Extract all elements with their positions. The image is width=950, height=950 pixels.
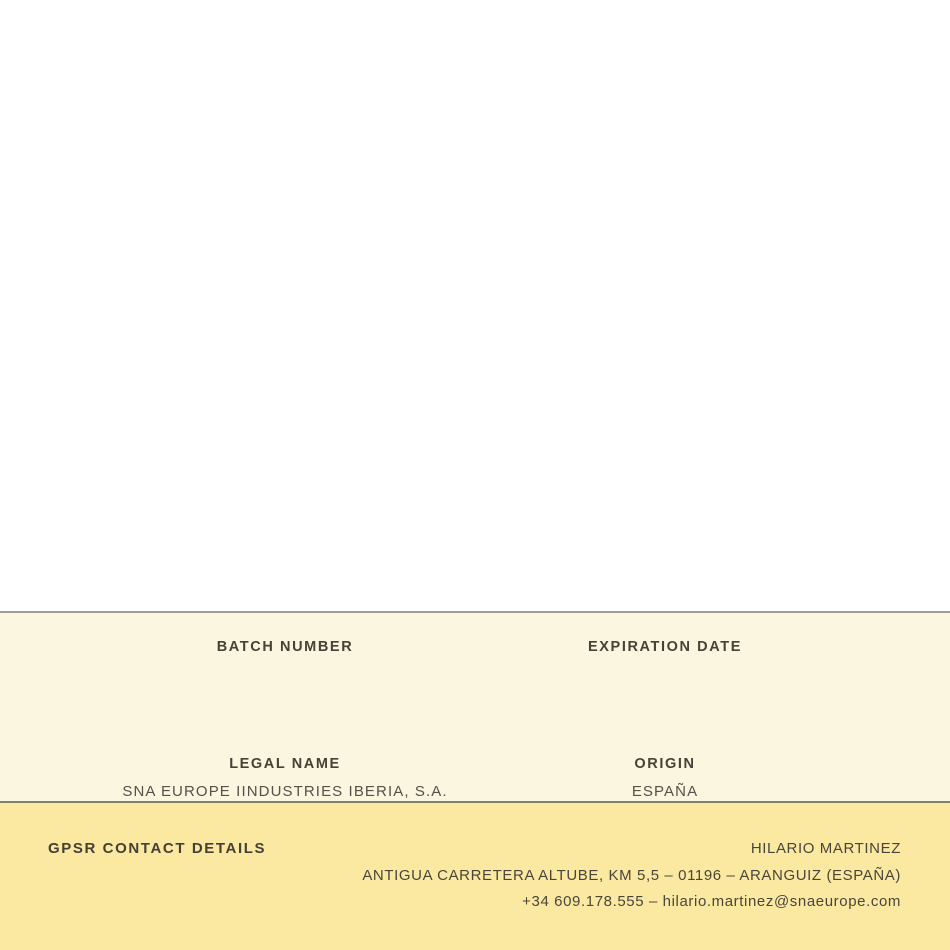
expiration-date-label: EXPIRATION DATE (588, 639, 742, 655)
origin-label: ORIGIN (634, 756, 696, 772)
product-info-panel (0, 611, 950, 801)
field-origin (475, 756, 855, 802)
info-row-legal-origin (95, 756, 855, 802)
field-expiration-date (475, 639, 855, 685)
info-row-batch-expiration (95, 639, 855, 685)
batch-number-label: BATCH NUMBER (216, 639, 354, 655)
gpsr-contact-title: GPSR CONTACT DETAILS (48, 840, 267, 857)
legal-name-value: SNA EUROPE IINDUSTRIES IBERIA, S.A. (122, 783, 448, 800)
gpsr-contact-content (48, 840, 901, 916)
gpsr-contact-panel (0, 801, 950, 950)
origin-value: ESPAÑA (631, 783, 699, 800)
batch-number-value (95, 665, 475, 685)
contact-name: HILARIO MARTINEZ (750, 840, 901, 857)
expiration-date-value (475, 665, 855, 685)
legal-name-label: LEGAL NAME (229, 756, 341, 772)
contact-address: ANTIGUA CARRETERA ALTUBE, KM 5,5 – 01196 – ARANGUIZ (ESPAÑA) (362, 866, 901, 884)
field-batch-number (95, 639, 475, 685)
contact-phone-email: +34 609.178.555 – hilario.martinez@snaeurope.com (522, 893, 901, 910)
gpsr-contact-lines (362, 836, 901, 916)
field-legal-name (95, 756, 475, 802)
